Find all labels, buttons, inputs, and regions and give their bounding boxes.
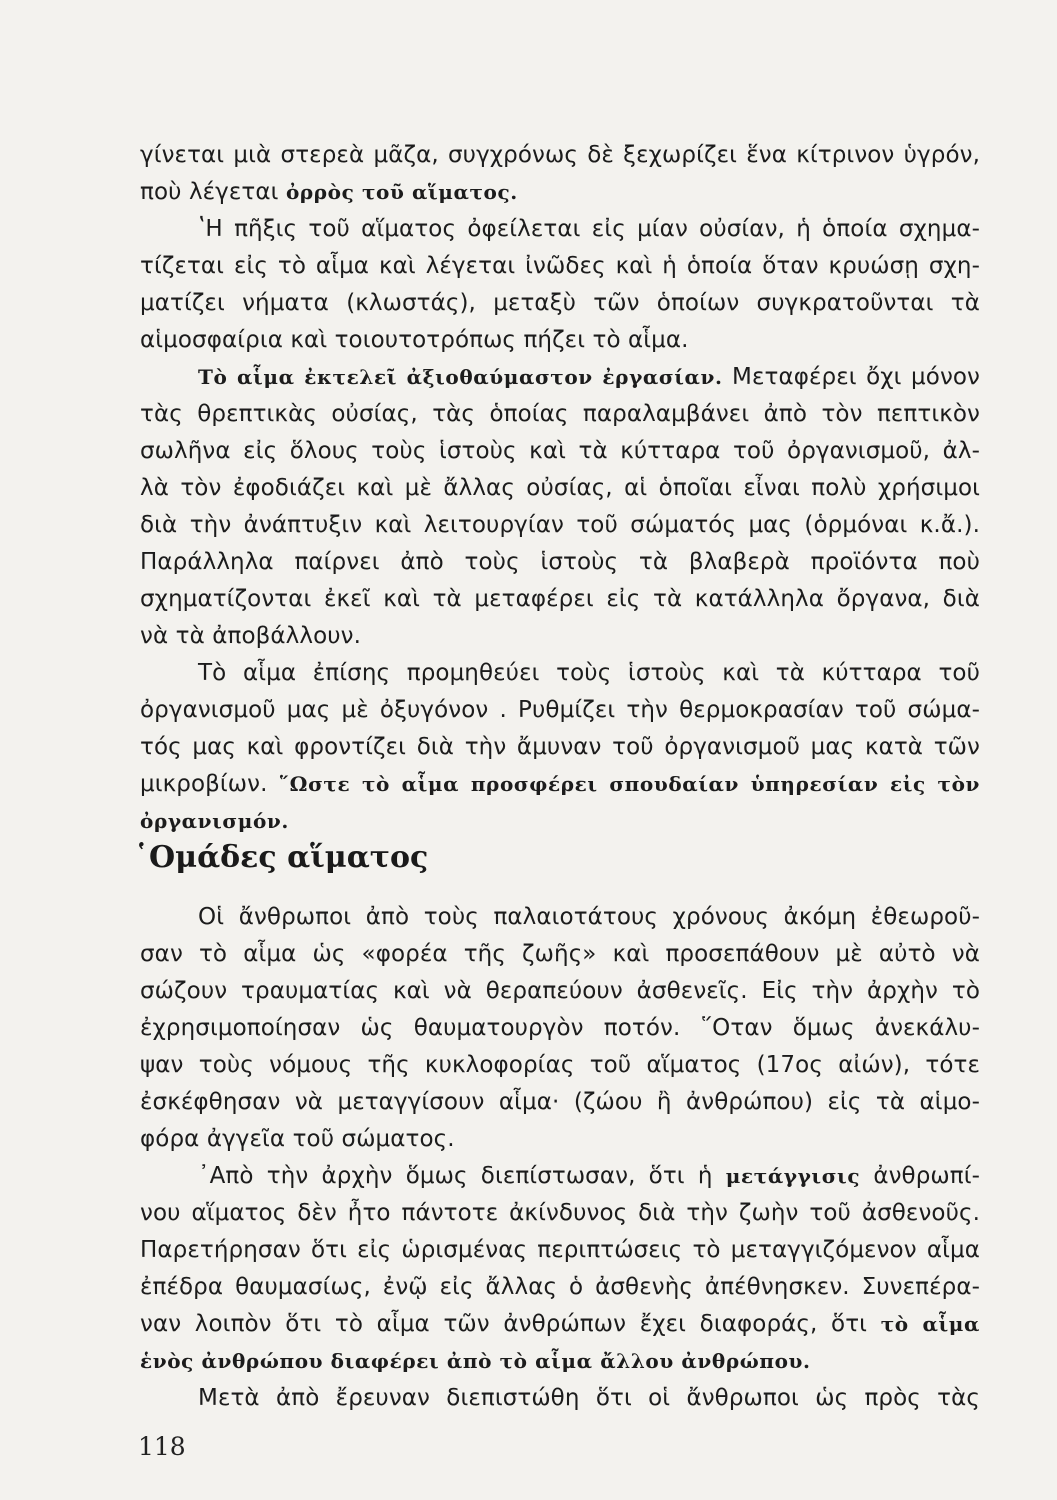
line-text: Παράλληλα παίρνει ἀπὸ τοὺς ἱστοὺς τὰ βλαβερὰ προϊόντα ποὺ [140, 549, 980, 575]
bold-term: μετάγγισις [725, 1164, 861, 1188]
page-number: 118 [138, 1432, 186, 1461]
line-text: τίζεται εἰς τὸ αἷμα καὶ λέγεται ἰνῶδες καὶ ἡ ὁποία ὅταν κρυώσῃ σχη- [140, 253, 980, 279]
text-line [140, 140, 980, 170]
text-line [140, 399, 980, 429]
line-text: ὀργανισμοῦ μας μὲ ὀξυγόνον . Ρυθμίζει τὴν θερμοκρασίαν τοῦ σώμα- [140, 697, 980, 723]
text-line [198, 658, 980, 688]
line-text: ποὺ λέγεται [140, 179, 286, 205]
text-line [140, 510, 980, 540]
bold-sentence: ῞Ωστε τὸ αἷμα προσφέρει σπουδαίαν ὑπηρεσίαν εἰς τὸν [279, 772, 980, 796]
text-line [198, 214, 980, 244]
line-text: νὰ τὰ ἀποβάλλουν. [140, 623, 362, 649]
text-line [198, 1161, 980, 1191]
text-line [140, 1346, 980, 1376]
bold-sentence: ἑνὸς ἀνθρώπου διαφέρει ἀπὸ τὸ αἷμα ἄλλου ἀνθρώπου. [140, 1349, 811, 1373]
bold-sentence: ὀργανισμόν. [140, 809, 289, 833]
text-line [140, 547, 980, 577]
line-text: Μετὰ ἀπὸ ἔρευναν διεπιστώθη ὅτι οἱ ἄνθρωποι ὡς πρὸς τὰς [198, 1385, 980, 1411]
line-text: ἐσκέφθησαν νὰ μεταγγίσουν αἷμα· (ζώου ἢ ἀνθρώπου) εἰς τὰ αἱμο- [140, 1089, 980, 1115]
text-line [140, 976, 980, 1006]
text-line [140, 1050, 980, 1080]
text-line [140, 1198, 980, 1228]
line-text: ψαν τοὺς νόμους τῆς κυκλοφορίας τοῦ αἵματος (17ος αἰών), τότε [140, 1052, 980, 1078]
text-line [140, 584, 980, 614]
line-text: ᾿Απὸ τὴν ἀρχὴν ὅμως διεπίστωσαν, ὅτι ἡ [198, 1163, 726, 1189]
line-text: γίνεται μιὰ στερεὰ μᾶζα, συγχρόνως δὲ ξεχωρίζει ἕνα κίτρινον ὑγρόν, [140, 142, 980, 168]
line-text: σωλῆνα εἰς ὅλους τοὺς ἱστοὺς καὶ τὰ κύτταρα τοῦ ὀργανισμοῦ, ἀλ- [140, 438, 980, 464]
text-line [140, 1124, 980, 1154]
line-text: νου αἵματος δὲν ἦτο πάντοτε ἀκίνδυνος διὰ τὴν ζωὴν τοῦ ἀσθενοῦς. [140, 1200, 980, 1226]
text-line [198, 902, 980, 932]
text-line [140, 695, 980, 725]
text-line [140, 1309, 980, 1339]
line-text: Μεταφέρει ὄχι μόνον [722, 364, 981, 390]
line-text: ἀνθρωπί- [860, 1163, 980, 1189]
text-line [140, 1087, 980, 1117]
text-line [140, 436, 980, 466]
text-line [198, 1383, 980, 1413]
text-line [140, 806, 980, 836]
line-text: μικροβίων. [140, 771, 280, 797]
text-line [140, 939, 980, 969]
line-text: σώζουν τραυματίας καὶ νὰ θεραπεύουν ἀσθενεῖς. Εἰς τὴν ἀρχὴν τὸ [140, 978, 980, 1004]
text-line [140, 473, 980, 503]
section-heading: ῾Ομάδες αἵματος [134, 840, 429, 875]
line-text: σχηματίζονται ἐκεῖ καὶ τὰ μεταφέρει εἰς τὰ κατάλληλα ὄργανα, διὰ [140, 586, 980, 612]
text-line [140, 177, 980, 207]
text-line [140, 1272, 980, 1302]
line-text: τὰς θρεπτικὰς οὐσίας, τὰς ὁποίας παραλαμβάνει ἀπὸ τὸν πεπτικὸν [140, 401, 980, 427]
line-text: ναν λοιπὸν ὅτι τὸ αἷμα τῶν ἀνθρώπων ἔχει διαφοράς, ὅτι [140, 1311, 881, 1337]
bold-sentence: τὸ αἷμα [880, 1312, 980, 1336]
line-text: ʽΗ πῆξις τοῦ αἵματος ὀφείλεται εἰς μίαν οὐσίαν, ἡ ὁποία σχημα- [198, 216, 980, 242]
text-line [140, 288, 980, 318]
line-text: τός μας καὶ φροντίζει διὰ τὴν ἄμυναν τοῦ ὀργανισμοῦ μας κατὰ τῶν [140, 734, 980, 760]
line-text: ἐπέδρα θαυμασίως, ἐνῷ εἰς ἄλλας ὁ ἀσθενὴς ἀπέθνησκεν. Συνεπέρα- [140, 1274, 980, 1300]
text-line [140, 621, 980, 651]
line-text: διὰ τὴν ἀνάπτυξιν καὶ λειτουργίαν τοῦ σώματός μας (ὁρμόναι κ.ἄ.). [140, 512, 980, 538]
text-line [140, 1013, 980, 1043]
line-text: σαν τὸ αἷμα ὡς «φορέα τῆς ζωῆς» καὶ προσεπάθουν μὲ αὐτὸ νὰ [140, 941, 980, 967]
bold-sentence: Τὸ αἷμα ἐκτελεῖ ἀξιοθαύμαστον ἐργασίαν. [198, 365, 723, 389]
text-line [140, 251, 980, 281]
bold-term: ὀρρὸς τοῦ αἵματος. [285, 180, 518, 204]
line-text: Τὸ αἷμα ἐπίσης προμηθεύει τοὺς ἱστοὺς καὶ τὰ κύτταρα τοῦ [198, 660, 980, 686]
text-line [198, 362, 980, 392]
line-text: φόρα ἀγγεῖα τοῦ σώματος. [140, 1126, 455, 1152]
line-text: λὰ τὸν ἐφοδιάζει καὶ μὲ ἄλλας οὐσίας, αἱ ὁποῖαι εἶναι πολὺ χρήσιμοι [140, 475, 980, 501]
text-line [140, 769, 980, 799]
text-line [140, 325, 980, 355]
line-text: αἱμοσφαίρια καὶ τοιουτοτρόπως πήζει τὸ αἷμα. [140, 327, 689, 353]
line-text: ἐχρησιμοποίησαν ὡς θαυματουργὸν ποτόν. ῞Οταν ὅμως ἀνεκάλυ- [140, 1015, 980, 1041]
line-text: ματίζει νήματα (κλωστάς), μεταξὺ τῶν ὁποίων συγκρατοῦνται τὰ [140, 290, 980, 316]
text-line [140, 732, 980, 762]
line-text: Παρετήρησαν ὅτι εἰς ὡρισμένας περιπτώσεις τὸ μεταγγιζόμενον αἷμα [140, 1237, 980, 1263]
line-text: Οἱ ἄνθρωποι ἀπὸ τοὺς παλαιοτάτους χρόνους ἀκόμη ἐθεωροῦ- [198, 904, 980, 930]
text-line [140, 1235, 980, 1265]
